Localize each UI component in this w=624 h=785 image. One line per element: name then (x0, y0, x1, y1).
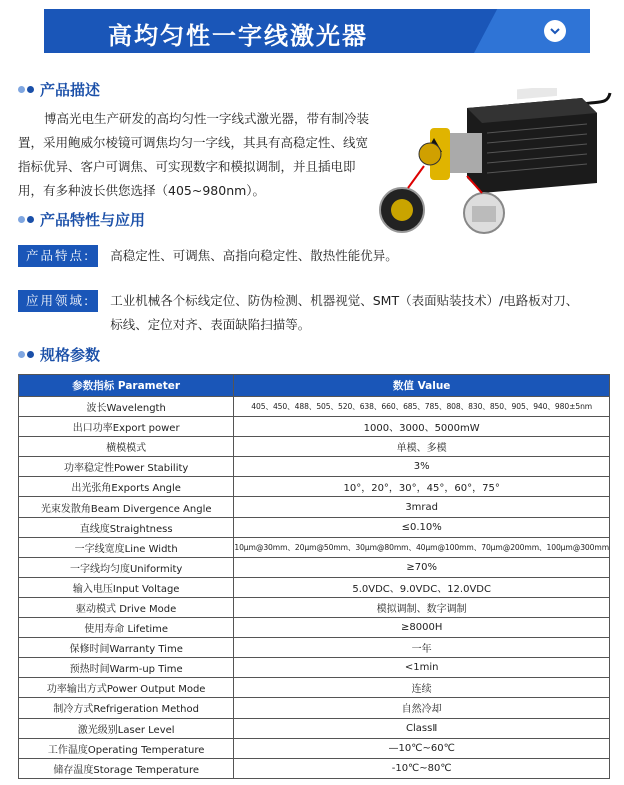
parameter-cell: 保修时间Warranty Time (19, 638, 234, 658)
table-row (19, 758, 610, 778)
value-cell: ≥70% (234, 557, 610, 577)
value-cell: 10°，20°，30°，45°，60°，75° (234, 477, 610, 497)
table-row (19, 457, 610, 477)
value-cell: 10μm@30mm、20μm@50mm、30μm@80mm、40μm@100mm、70μm@200mm、100μm@300mm (234, 537, 610, 557)
application-text: 工业机械各个标线定位、防伪检测、机器视觉、SMT（表面贴装技术）/电路板对刀、标线、定位对齐、表面缺陷扫描等。 (110, 293, 579, 332)
table-row (19, 517, 610, 537)
table-row (19, 497, 610, 517)
header-parameter: 参数指标 Parameter (19, 375, 234, 397)
section-description-heading (18, 79, 100, 100)
value-cell: 模拟调制、数字调制 (234, 597, 610, 617)
table-row (19, 537, 610, 557)
parameter-cell: 驱动模式 Drive Mode (19, 597, 234, 617)
application-row (18, 290, 610, 337)
value-cell: 5.0VDC、9.0VDC、12.0VDC (234, 577, 610, 597)
header-banner (44, 9, 590, 53)
feature-text: 高稳定性、可调焦、高指向稳定性、散热性能优异。 (110, 248, 398, 263)
value-cell: 3% (234, 457, 610, 477)
bullet-dots-icon (18, 351, 34, 358)
laser-product-image (372, 88, 612, 238)
table-row (19, 638, 610, 658)
table-row (19, 597, 610, 617)
table-row (19, 577, 610, 597)
table-row (19, 618, 610, 638)
table-row (19, 397, 610, 417)
parameter-cell: 波长Wavelength (19, 397, 234, 417)
value-cell: 1000、3000、5000mW (234, 417, 610, 437)
parameter-cell: 出光张角Exports Angle (19, 477, 234, 497)
parameter-cell: 工作温度Operating Temperature (19, 738, 234, 758)
table-row (19, 557, 610, 577)
table-row (19, 698, 610, 718)
value-cell: -10℃~80℃ (234, 758, 610, 778)
spec-table (18, 374, 610, 779)
bullet-dots-icon (18, 216, 34, 223)
parameter-cell: 储存温度Storage Temperature (19, 758, 234, 778)
parameter-cell: 预热时间Warm-up Time (19, 658, 234, 678)
value-cell: —10℃~60℃ (234, 738, 610, 758)
parameter-cell: 横模模式 (19, 437, 234, 457)
bullet-dots-icon (18, 86, 34, 93)
parameter-cell: 一字线均匀度Uniformity (19, 557, 234, 577)
value-cell: 单模、多模 (234, 437, 610, 457)
spec-table-header (19, 375, 610, 397)
parameter-cell: 功率输出方式Power Output Mode (19, 678, 234, 698)
spec-table-body (19, 397, 610, 779)
application-tag: 应用领域: (18, 290, 98, 312)
value-cell: <1min (234, 658, 610, 678)
parameter-cell: 功率稳定性Power Stability (19, 457, 234, 477)
value-cell: ≤0.10% (234, 517, 610, 537)
parameter-cell: 直线度Straightness (19, 517, 234, 537)
section-title: 产品特性与应用 (40, 211, 146, 229)
table-row (19, 437, 610, 457)
parameter-cell: 输入电压Input Voltage (19, 577, 234, 597)
table-row (19, 477, 610, 497)
parameter-cell: 制冷方式Refrigeration Method (19, 698, 234, 718)
product-description: 博高光电生产研发的高均匀性一字线式激光器，带有制冷装置，采用鲍威尔棱镜可调焦均匀一字线，其具有高稳定性、线宽指标优异、客户可调焦、可实现数字和模拟调制，并且插电即用，有多种波长供您选择（405~980nm）。 (18, 111, 370, 198)
value-cell: 3mrad (234, 497, 610, 517)
value-cell: ClassⅡ (234, 718, 610, 738)
parameter-cell: 使用寿命 Lifetime (19, 618, 234, 638)
value-cell: 405、450、488、505、520、638、660、685、785、808、830、850、905、940、980±5nm (234, 397, 610, 417)
parameter-cell: 激光级别Laser Level (19, 718, 234, 738)
table-row (19, 678, 610, 698)
feature-row (18, 245, 398, 268)
table-row (19, 738, 610, 758)
section-specs-heading (18, 344, 100, 365)
page-title: 高均匀性一字线激光器 (108, 22, 368, 50)
value-cell: 连续 (234, 678, 610, 698)
parameter-cell: 一字线宽度Line Width (19, 537, 234, 557)
feature-tag: 产品特点: (18, 245, 98, 267)
value-cell: 一年 (234, 638, 610, 658)
section-title: 产品描述 (40, 81, 101, 99)
value-cell: ≥8000H (234, 618, 610, 638)
parameter-cell: 光束发散角Beam Divergence Angle (19, 497, 234, 517)
chevron-down-icon[interactable] (544, 20, 566, 42)
table-row (19, 658, 610, 678)
table-row (19, 417, 610, 437)
section-features-heading (18, 209, 145, 230)
parameter-cell: 出口功率Export power (19, 417, 234, 437)
table-row (19, 718, 610, 738)
header-value: 数值 Value (234, 375, 610, 397)
section-title: 规格参数 (40, 346, 101, 364)
value-cell: 自然冷却 (234, 698, 610, 718)
